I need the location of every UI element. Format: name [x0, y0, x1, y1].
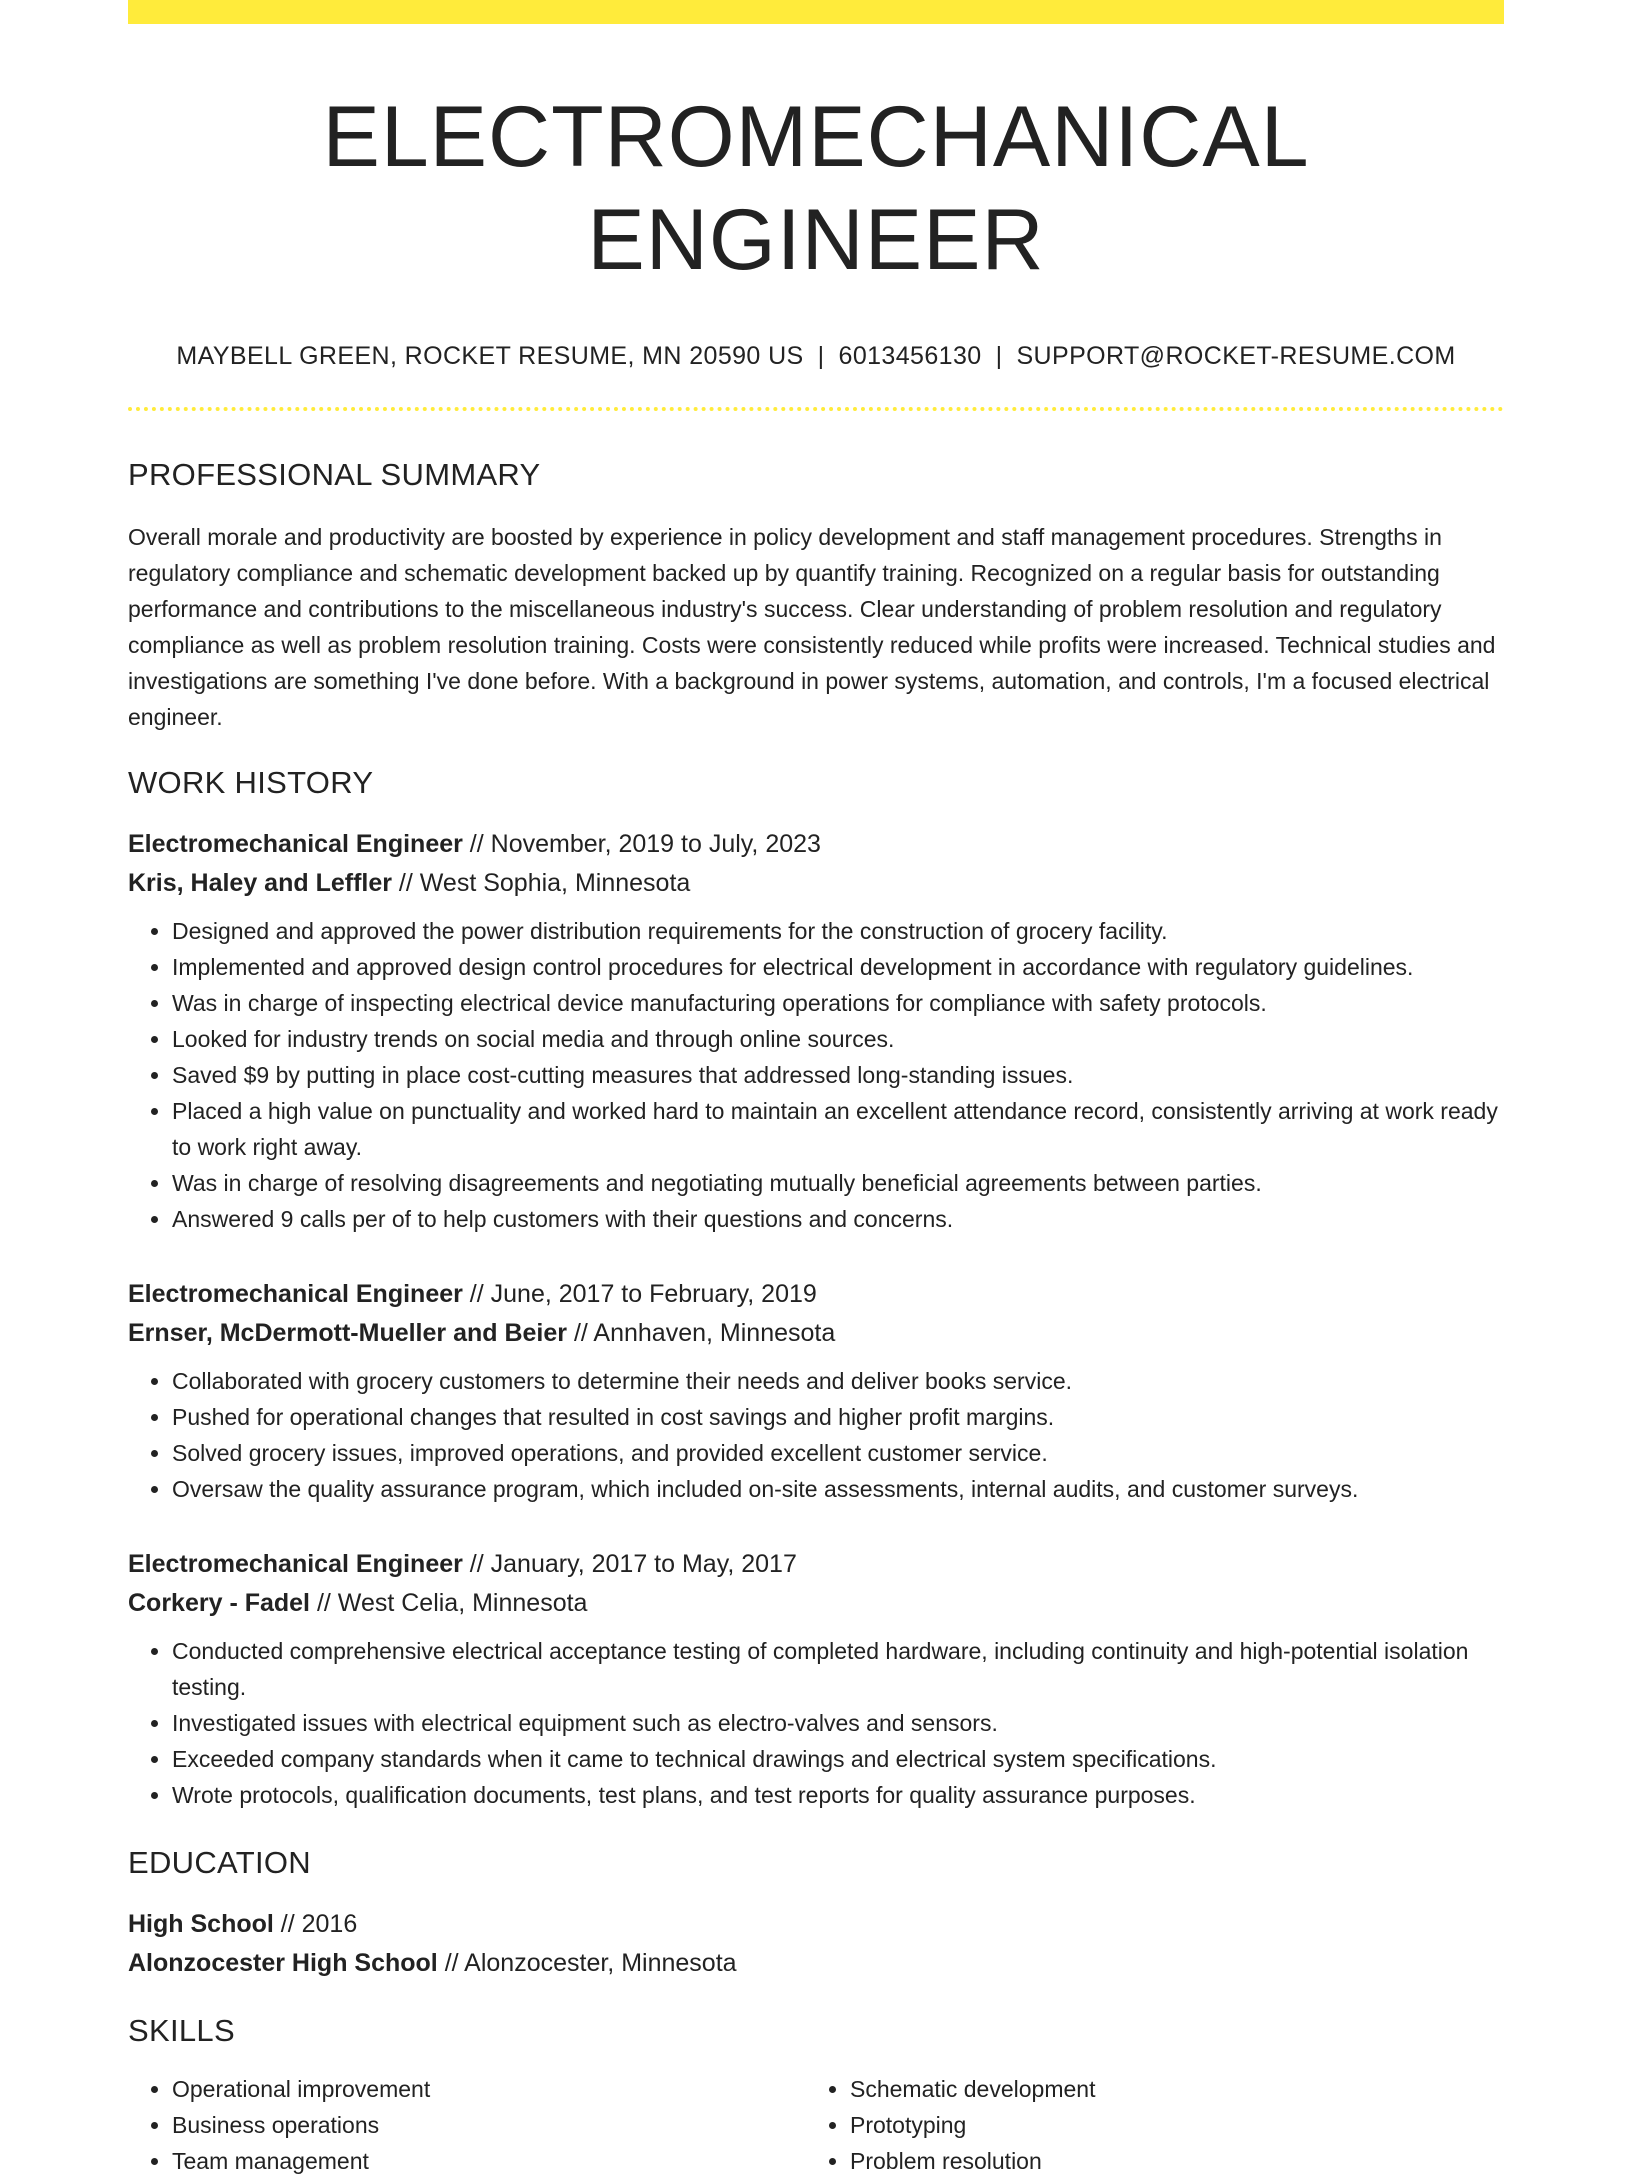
dotted-divider — [128, 407, 1504, 411]
job-bullets — [128, 913, 1504, 1237]
education-entry — [128, 1905, 1504, 1983]
skills-column-right — [806, 2071, 1484, 2179]
job-bullet: • Answered 9 calls per of to help customers with their questions and concerns. — [172, 1201, 1504, 1237]
education-degree: High School — [128, 1910, 274, 1939]
job-company-line — [128, 864, 1504, 903]
job-bullet: • Exceeded company standards when it came to technical drawings and electrical system specifications. — [172, 1741, 1504, 1777]
job-bullet: • Placed a high value on punctuality and worked hard to maintain an excellent attendance record, consistently arriving at work ready to work right away. — [172, 1093, 1504, 1165]
job-dates: // November, 2019 to July, 2023 — [462, 830, 821, 859]
accent-top-bar — [128, 0, 1504, 24]
job-bullet: • Pushed for operational changes that resulted in cost savings and higher profit margins. — [172, 1399, 1504, 1435]
skills-heading: SKILLS — [128, 2013, 235, 2049]
job-location: // Annhaven, Minnesota — [567, 1319, 836, 1348]
job-company-line — [128, 1584, 1504, 1623]
summary-text: Overall morale and productivity are boosted by experience in policy development and staff management procedures. Strengths in regulatory compliance and schematic development backed up by quantify training. Recognized on a regular basis for outstanding performance and contributions to the miscellaneous industry's success. Clear understanding of problem resolution and regulatory compliance as well as problem resolution training. Costs were consistently reduced while profits were increased. Technical studies and investigations are something I've done before. With a background in power systems, automation, and controls, I'm a focused electrical engineer. — [128, 524, 1496, 731]
job-company: Kris, Haley and Leffler — [128, 869, 392, 898]
job-company: Corkery - Fadel — [128, 1589, 311, 1618]
job-entry — [128, 1275, 1504, 1507]
job-company-line — [128, 1314, 1504, 1353]
contact-phone: 6013456130 — [838, 342, 982, 371]
job-bullet: • Saved $9 by putting in place cost-cutting measures that addressed long-standing issues. — [172, 1057, 1504, 1093]
job-dates: // June, 2017 to February, 2019 — [462, 1280, 817, 1309]
job-bullets — [128, 1633, 1504, 1813]
job-bullet: • Oversaw the quality assurance program, which included on-site assessments, internal audits, and customer surveys. — [172, 1471, 1504, 1507]
job-entry — [128, 1545, 1504, 1813]
job-location: // West Sophia, Minnesota — [391, 869, 691, 898]
education-school-line — [128, 1944, 1504, 1983]
job-bullet: • Looked for industry trends on social media and through online sources. — [172, 1021, 1504, 1057]
job-bullet: • Conducted comprehensive electrical acceptance testing of completed hardware, including continuity and high-potential isolation testing. — [172, 1633, 1504, 1705]
education-year: // 2016 — [273, 1910, 358, 1939]
contact-separator: | — [817, 342, 825, 371]
skill-item: • Operational improvement — [172, 2071, 806, 2107]
skill-item: • Team management — [172, 2143, 806, 2179]
job-bullets — [128, 1363, 1504, 1507]
job-role: Electromechanical Engineer — [128, 1280, 463, 1309]
job-bullet: • Implemented and approved design control procedures for electrical development in accordance with regulatory guidelines. — [172, 949, 1504, 985]
resume-title: ELECTROMECHANICAL ENGINEER — [322, 89, 1310, 289]
job-role-line — [128, 1275, 1504, 1314]
education-school: Alonzocester High School — [128, 1949, 438, 1978]
job-bullet: • Was in charge of inspecting electrical device manufacturing operations for compliance with safety protocols. — [172, 985, 1504, 1021]
job-role: Electromechanical Engineer — [128, 830, 463, 859]
job-location: // West Celia, Minnesota — [310, 1589, 588, 1618]
education-degree-line — [128, 1905, 1504, 1944]
job-bullet: • Wrote protocols, qualification documents, test plans, and test reports for quality assurance purposes. — [172, 1777, 1504, 1813]
skill-item: • Schematic development — [850, 2071, 1484, 2107]
contact-line — [128, 342, 1504, 371]
resume-page — [128, 0, 1504, 2179]
job-role-line — [128, 825, 1504, 864]
skills-column-left — [128, 2071, 806, 2179]
job-bullet: • Collaborated with grocery customers to determine their needs and deliver books service. — [172, 1363, 1504, 1399]
job-bullet: • Solved grocery issues, improved operations, and provided excellent customer service. — [172, 1435, 1504, 1471]
job-entry — [128, 825, 1504, 1237]
job-bullet: • Investigated issues with electrical equipment such as electro-valves and sensors. — [172, 1705, 1504, 1741]
skill-item: • Problem resolution — [850, 2143, 1484, 2179]
education-heading: EDUCATION — [128, 1845, 311, 1881]
job-bullet: • Was in charge of resolving disagreements and negotiating mutually beneficial agreements between parties. — [172, 1165, 1504, 1201]
skill-item: • Business operations — [172, 2107, 806, 2143]
contact-email: SUPPORT@ROCKET-RESUME.COM — [1016, 342, 1456, 371]
education-location: // Alonzocester, Minnesota — [437, 1949, 737, 1978]
job-bullet: • Designed and approved the power distribution requirements for the construction of grocery facility. — [172, 913, 1504, 949]
contact-separator: | — [995, 342, 1003, 371]
work-history-heading: WORK HISTORY — [128, 765, 374, 801]
job-role: Electromechanical Engineer — [128, 1550, 463, 1579]
summary-heading: PROFESSIONAL SUMMARY — [128, 457, 541, 493]
job-company: Ernser, McDermott-Mueller and Beier — [128, 1319, 568, 1348]
skill-item: • Prototyping — [850, 2107, 1484, 2143]
job-role-line — [128, 1545, 1504, 1584]
skills-grid — [128, 2071, 1504, 2179]
contact-address: MAYBELL GREEN, ROCKET RESUME, MN 20590 US — [176, 342, 804, 371]
job-dates: // January, 2017 to May, 2017 — [462, 1550, 797, 1579]
